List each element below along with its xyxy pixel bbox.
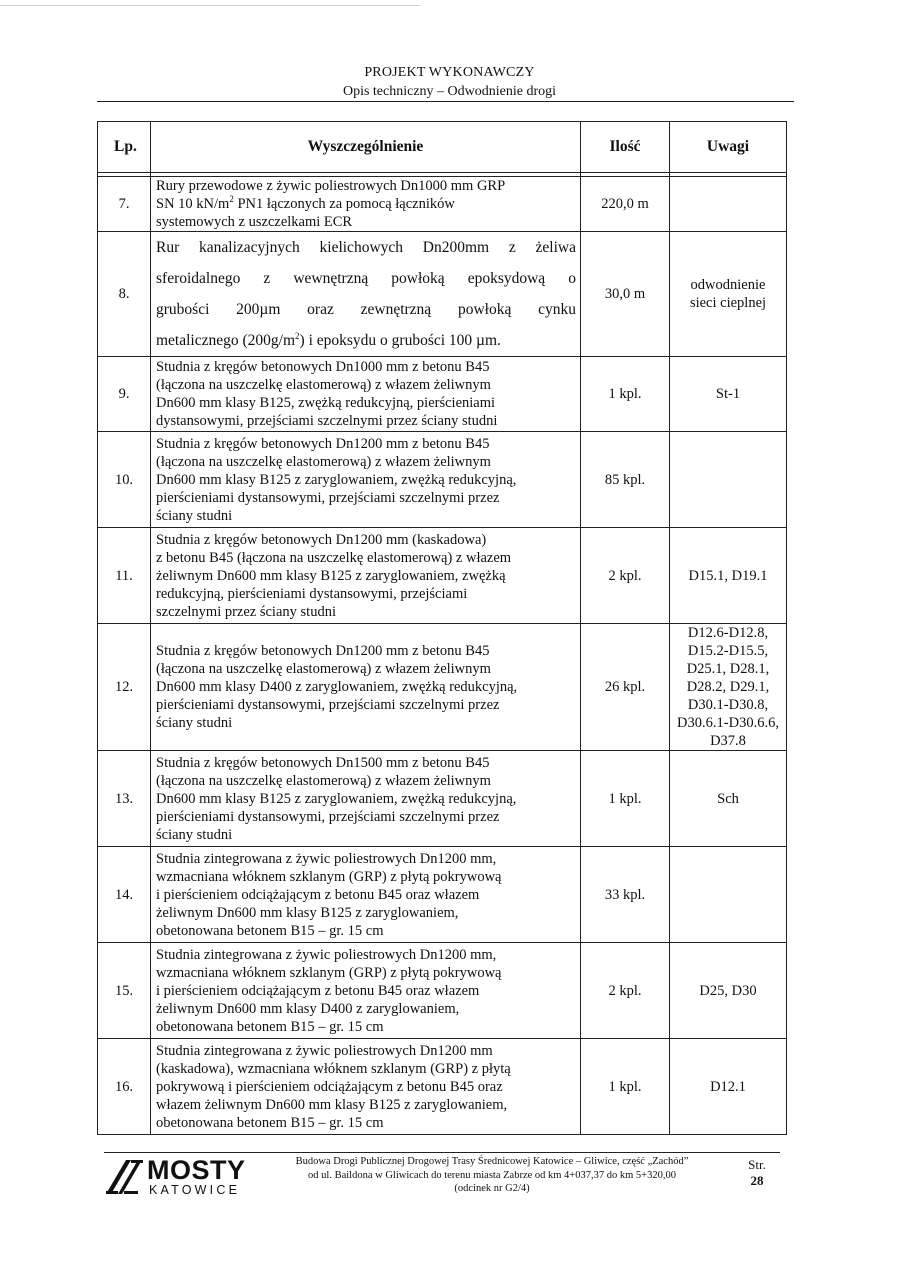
row-quantity: 85 kpl. [581,432,670,528]
desc-line: sferoidalnego z wewnętrzną powłoką epoksydową o [156,270,576,287]
mosty-logo-icon [104,1158,144,1196]
document-title: PROJEKT WYKONAWCZY [364,65,535,80]
table-row [98,232,787,357]
top-scan-line [0,5,420,6]
document-subtitle: Opis techniczny – Odwodnienie drogi [342,84,557,99]
table-row [98,432,787,528]
row-remarks: Sch [670,751,787,847]
desc-line: Studnia z kręgów betonowych Dn1200 mm (kaskadowa) [156,531,487,548]
row-quantity: 1 kpl. [581,357,670,432]
table-row [98,528,787,624]
row-number: 8. [98,232,151,357]
table-header-row [98,122,787,173]
footer-line: (odcinek nr G2/4) [454,1183,530,1194]
page-label: Str. [748,1157,766,1172]
remark-line: D30.1-D30.8, [687,697,769,713]
row-number: 15. [98,943,151,1039]
desc-line: Studnia z kręgów betonowych Dn1200 mm z betonu B45 [156,643,490,659]
desc-line: i pierścieniem odciążającym z betonu B45 oraz włazem [156,886,480,903]
logo-wordmark: MOSTY [147,1155,246,1185]
desc-line: (łączona na uszczelkę elastomerową) z włazem żeliwnym [156,377,491,393]
desc-line: ściany studni [156,826,233,843]
table-row [98,943,787,1039]
desc-line: dystansowymi, przejściami szczelnymi przez ściany studni [156,413,498,429]
desc-line: (łączona na uszczelkę elastomerową) z włazem żeliwnym [156,453,491,470]
remark-line: D12.6-D12.8, [687,625,769,641]
desc-line: obetonowana betonem B15 – gr. 15 cm [156,1018,384,1035]
remark-line: sieci cieplnej [689,295,767,311]
row-quantity: 1 kpl. [581,751,670,847]
row-description [151,232,581,357]
desc-line: obetonowana betonem B15 – gr. 15 cm [156,922,384,939]
footer-project-description [262,1155,722,1196]
row-number: 12. [98,624,151,751]
row-remarks: D12.1 [670,1039,787,1135]
row-remarks [670,432,787,528]
page-number: 28 [750,1173,764,1188]
row-remarks: D25, D30 [670,943,787,1039]
row-description [151,1039,581,1135]
desc-line: pierścieniami dystansowymi, przejściami szczelnymi przez [156,808,500,825]
table-row [98,847,787,943]
desc-line: z betonu B45 (łączona na uszczelkę elastomerową) z włazem [156,549,512,566]
specification-table [97,121,787,1135]
desc-line: Studnia zintegrowana z żywic poliestrowych Dn1200 mm, [156,850,497,867]
row-quantity: 1 kpl. [581,1039,670,1135]
row-description [151,357,581,432]
column-header-remarks: Uwagi [670,122,787,173]
row-number: 11. [98,528,151,624]
desc-line: pierścieniami dystansowymi, przejściami szczelnymi przez [156,697,500,713]
row-quantity: 220,0 m [581,177,670,232]
desc-line: obetonowana betonem B15 – gr. 15 cm [156,1114,384,1131]
remark-line: D25.1, D28.1, [686,661,770,677]
column-header-lp: Lp. [98,122,151,173]
desc-line: metalicznego $(200g/m^2)$ i epoksydu o grubości 100 µm. [156,330,501,349]
desc-line: (łączona na uszczelkę elastomerową) z włazem żeliwnym [156,661,491,677]
row-description [151,751,581,847]
row-remarks [670,232,787,357]
desc-line: wzmacniana włóknem szklanym (GRP) z płytą pokrywową [156,964,502,981]
column-header-description: Wyszczególnienie [151,122,581,173]
row-description [151,177,581,232]
table-row [98,624,787,751]
desc-line: (łączona na uszczelkę elastomerową) z włazem żeliwnym [156,772,491,789]
footer-line: od ul. Baildona w Gliwicach do terenu miasta Zabrze od km 4+037,37 do km 5+320,00 [308,1169,676,1181]
row-number: 14. [98,847,151,943]
remark-line: D37.8 [710,733,746,749]
row-remarks [670,177,787,232]
row-quantity: 2 kpl. [581,528,670,624]
desc-line: pierścieniami dystansowymi, przejściami szczelnymi przez [156,489,500,506]
row-number: 9. [98,357,151,432]
row-description [151,847,581,943]
row-description [151,432,581,528]
desc-line: żeliwnym Dn600 mm klasy B125 z zaryglowaniem, zwężką [156,567,506,584]
column-header-quantity: Ilość [581,122,670,173]
table-row [98,357,787,432]
row-quantity: 2 kpl. [581,943,670,1039]
header-rule [97,101,794,102]
desc-line: Studnia zintegrowana z żywic poliestrowych Dn1200 mm [156,1042,493,1059]
desc-line: Dn600 mm klasy B125, zwężką redukcyjną, pierścieniami [156,395,496,411]
row-number: 13. [98,751,151,847]
desc-line: ściany studni [156,507,233,524]
row-remarks: D15.1, D19.1 [670,528,787,624]
logo-city: KATOWICE [149,1183,241,1197]
desc-line: Studnia z kręgów betonowych Dn1200 mm z betonu B45 [156,435,490,452]
desc-line: żeliwnym Dn600 mm klasy B125 z zaryglowaniem, [156,904,459,921]
remark-line: D30.6.1-D30.6.6, [677,715,779,731]
row-description [151,624,581,751]
table-row [98,1039,787,1135]
desc-line: Studnia zintegrowana z żywic poliestrowych Dn1200 mm, [156,946,497,963]
row-description [151,943,581,1039]
desc-line: Rury przewodowe z żywic poliestrowych Dn1000 mm GRP [156,178,506,194]
footer-line: Budowa Drogi Publicznej Drogowej Trasy Średnicowej Katowice – Gliwice, część „Zachód” [295,1156,689,1167]
row-quantity: 26 kpl. [581,624,670,751]
company-logo [104,1155,246,1198]
desc-line: i pierścieniem odciążającym z betonu B45 oraz włazem [156,982,480,999]
remark-line: odwodnienie [690,277,766,293]
desc-line: (kaskadowa), wzmacniana włóknem szklanym (GRP) z płytą [156,1060,511,1077]
remark-line: D28.2, D29.1, [686,679,770,695]
row-remarks: St-1 [670,357,787,432]
desc-line: grubości 200µm oraz zewnętrzną powłoką cynku [156,301,576,318]
desc-line: systemowych z uszczelkami ECR [156,214,353,230]
desc-line: Dn600 mm klasy B125 z zaryglowaniem, zwężką redukcyjną, [156,790,517,807]
row-number: 7. [98,177,151,232]
row-quantity: 30,0 m [581,232,670,357]
row-number: 16. [98,1039,151,1135]
footer-rule [104,1152,780,1153]
table-row [98,751,787,847]
row-remarks [670,847,787,943]
desc-line: żeliwnym Dn600 mm klasy D400 z zaryglowaniem, [156,1000,460,1017]
row-quantity: 33 kpl. [581,847,670,943]
desc-line: szczelnymi przez ściany studni [156,603,336,620]
row-number: 10. [98,432,151,528]
desc-line: SN 10 $kN/m^2$ PN1 łączonych za pomocą łączników [156,194,455,212]
desc-line: Studnia z kręgów betonowych Dn1000 mm z betonu B45 [156,359,490,375]
remark-line: D15.2-D15.5, [687,643,769,659]
desc-line: pokrywową i pierścieniem odciążającym z betonu B45 oraz [156,1078,503,1095]
desc-line: włazem żeliwnym Dn600 mm klasy B125 z zaryglowaniem, [156,1096,508,1113]
row-description [151,528,581,624]
row-remarks [670,624,787,751]
desc-line: Rur kanalizacyjnych kielichowych Dn200mm z żeliwa [156,239,576,256]
desc-line: Dn600 mm klasy B125 z zaryglowaniem, zwężką redukcyjną, [156,471,517,488]
desc-line: Studnia z kręgów betonowych Dn1500 mm z betonu B45 [156,754,490,771]
desc-line: ściany studni [156,715,233,731]
desc-line: redukcyjną, pierścieniami dystansowymi, przejściami [156,585,468,602]
desc-line: Dn600 mm klasy D400 z zaryglowaniem, zwężką redukcyjną, [156,679,518,695]
desc-line: wzmacniana włóknem szklanym (GRP) z płytą pokrywową [156,868,502,885]
table-row [98,177,787,232]
